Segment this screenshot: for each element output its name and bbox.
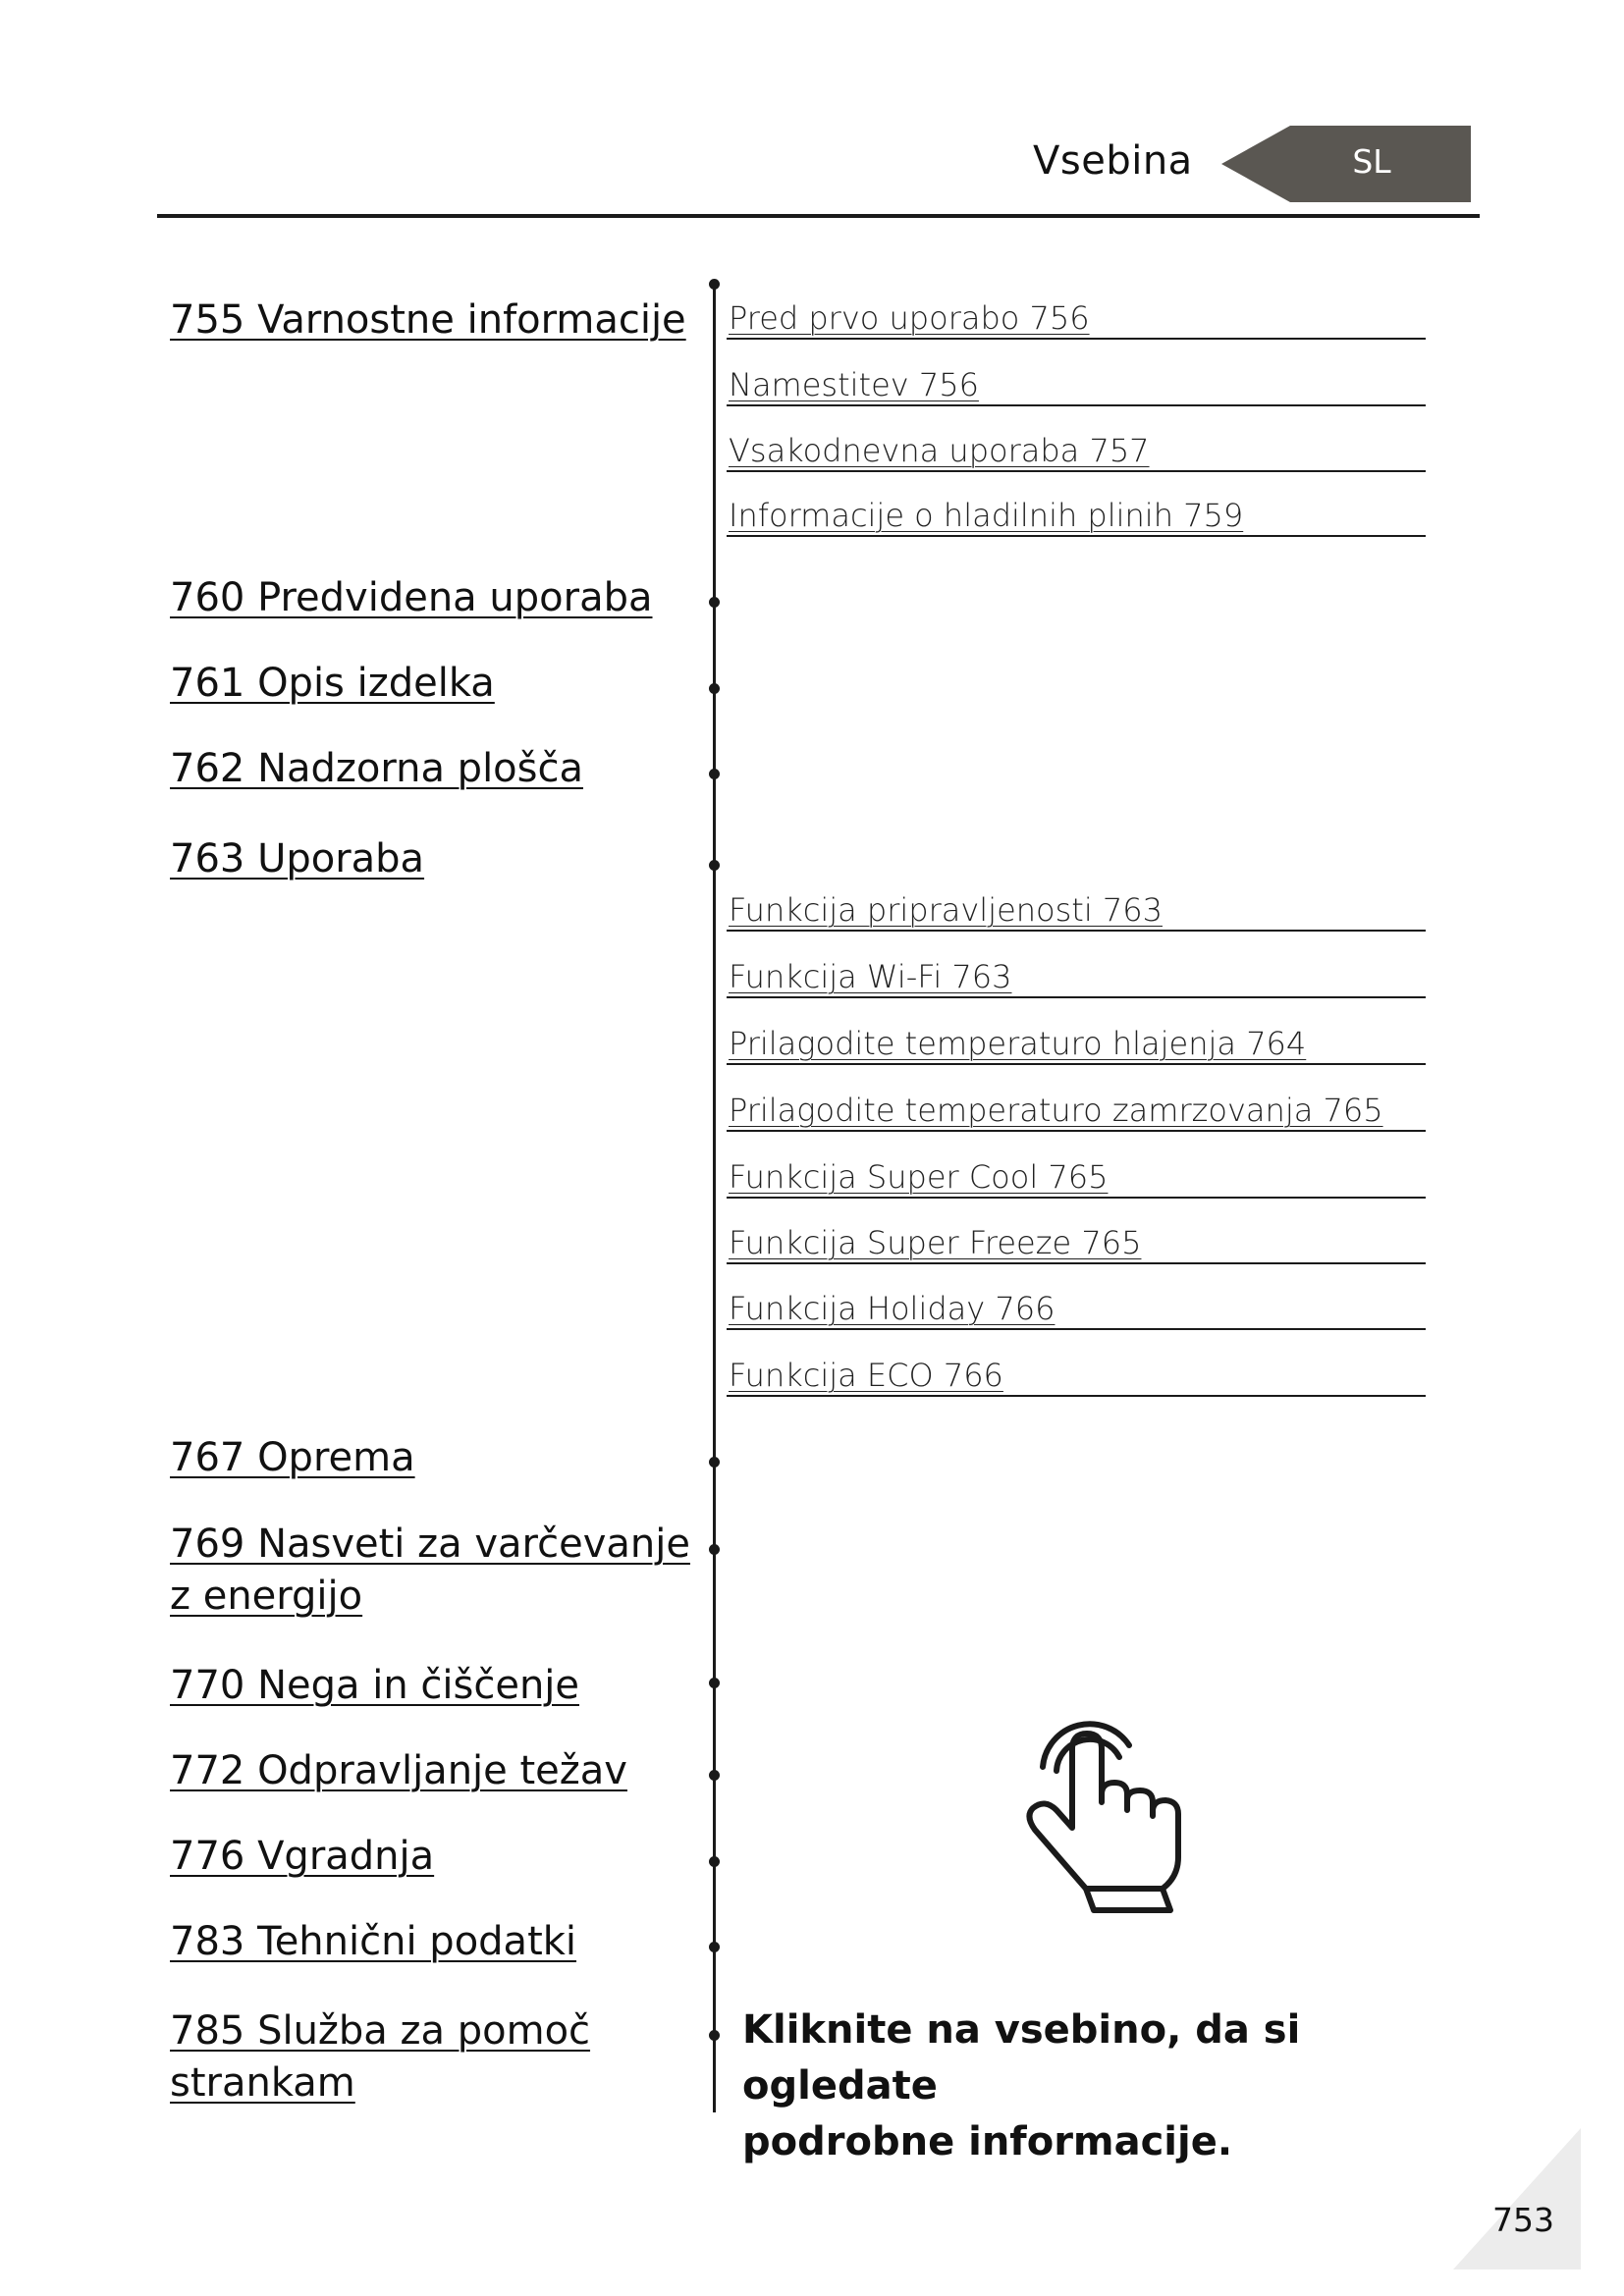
toc-chapter-line: strankam xyxy=(170,2060,355,2106)
toc-subsection[interactable] xyxy=(727,423,1426,472)
toc-chapter[interactable]: 760 Predvidena uporaba xyxy=(170,575,653,620)
toc-subsection-label: Funkcija Super Cool 765 xyxy=(729,1158,1109,1196)
toc-chapter[interactable]: 772 Odpravljanje težav xyxy=(170,1748,627,1793)
toc-chapter[interactable]: 763 Uporaba xyxy=(170,836,425,881)
toc-subsection-label: Pred prvo uporabo 756 xyxy=(729,299,1090,337)
timeline-dot xyxy=(709,1544,720,1555)
toc-chapter[interactable]: 762 Nadzorna plošča xyxy=(170,746,583,791)
timeline-dot xyxy=(709,1856,720,1867)
timeline-dot xyxy=(709,597,720,608)
toc-subsection[interactable] xyxy=(727,1016,1426,1065)
toc-subsection[interactable] xyxy=(727,1348,1426,1397)
toc-chapter[interactable]: 783 Tehnični podatki xyxy=(170,1919,577,1964)
toc-chapter[interactable]: 776 Vgradnja xyxy=(170,1834,435,1879)
toc-subsection-label: Vsakodnevna uporaba 757 xyxy=(729,432,1150,469)
toc-subsection-label: Funkcija Wi-Fi 763 xyxy=(729,958,1012,995)
toc-subsection[interactable] xyxy=(727,882,1426,932)
toc-subsection-label: Funkcija Super Freeze 765 xyxy=(729,1224,1142,1261)
toc-chapter[interactable]: 755 Varnostne informacije xyxy=(170,297,686,343)
timeline-dot xyxy=(709,1678,720,1688)
page-number: 753 xyxy=(1492,2201,1554,2239)
toc-chapter[interactable] xyxy=(170,1519,690,1623)
hint-line: podrobne informacije. xyxy=(742,2119,1233,2164)
toc-subsection-label: Funkcija pripravljenosti 763 xyxy=(729,891,1163,929)
toc-subsection[interactable] xyxy=(727,357,1426,406)
toc-subsection[interactable] xyxy=(727,1083,1426,1132)
header-divider xyxy=(157,214,1480,218)
timeline-line xyxy=(713,285,716,2112)
timeline-dot xyxy=(709,683,720,694)
toc-chapter-line: 785 Služba za pomoč xyxy=(170,2008,591,2054)
timeline-dot xyxy=(709,860,720,871)
toc-subsection-label: Funkcija ECO 766 xyxy=(729,1357,1003,1394)
toc-subsection-label: Prilagodite temperaturo zamrzovanja 765 xyxy=(729,1092,1383,1129)
toc-subsection-label: Funkcija Holiday 766 xyxy=(729,1290,1056,1327)
toc-subsection-label: Prilagodite temperaturo hlajenja 764 xyxy=(729,1025,1307,1062)
timeline-dot xyxy=(709,1942,720,1952)
hand-pointer-icon xyxy=(998,1688,1233,1924)
hint-line: Kliknite na vsebino, da si ogledate xyxy=(742,2007,1301,2109)
toc-subsection[interactable] xyxy=(727,291,1426,340)
language-label: SL xyxy=(1352,142,1391,181)
toc-subsection[interactable] xyxy=(727,1149,1426,1199)
hint-text xyxy=(742,2002,1449,2170)
timeline-dot xyxy=(709,2030,720,2041)
toc-subsection-label: Informacije o hladilnih plinih 759 xyxy=(729,497,1244,534)
timeline-dot xyxy=(709,1770,720,1781)
page-corner-fold xyxy=(1453,2128,1581,2269)
toc-subsection[interactable] xyxy=(727,1215,1426,1264)
toc-subsection[interactable] xyxy=(727,488,1426,537)
page-title: Vsebina xyxy=(1033,138,1193,184)
toc-chapter-line: 769 Nasveti za varčevanje xyxy=(170,1522,690,1567)
toc-chapter-line: z energijo xyxy=(170,1574,363,1619)
toc-chapter[interactable] xyxy=(170,2005,590,2109)
toc-subsection[interactable] xyxy=(727,949,1426,998)
toc-chapter[interactable]: 761 Opis izdelka xyxy=(170,661,495,706)
timeline-dot xyxy=(709,1457,720,1468)
toc-subsection[interactable] xyxy=(727,1281,1426,1330)
toc-chapter[interactable]: 770 Nega in čiščenje xyxy=(170,1663,580,1708)
timeline-dot xyxy=(709,279,720,290)
toc-subsection-label: Namestitev 756 xyxy=(729,366,979,403)
timeline-dot xyxy=(709,769,720,779)
toc-chapter[interactable]: 767 Oprema xyxy=(170,1435,415,1480)
